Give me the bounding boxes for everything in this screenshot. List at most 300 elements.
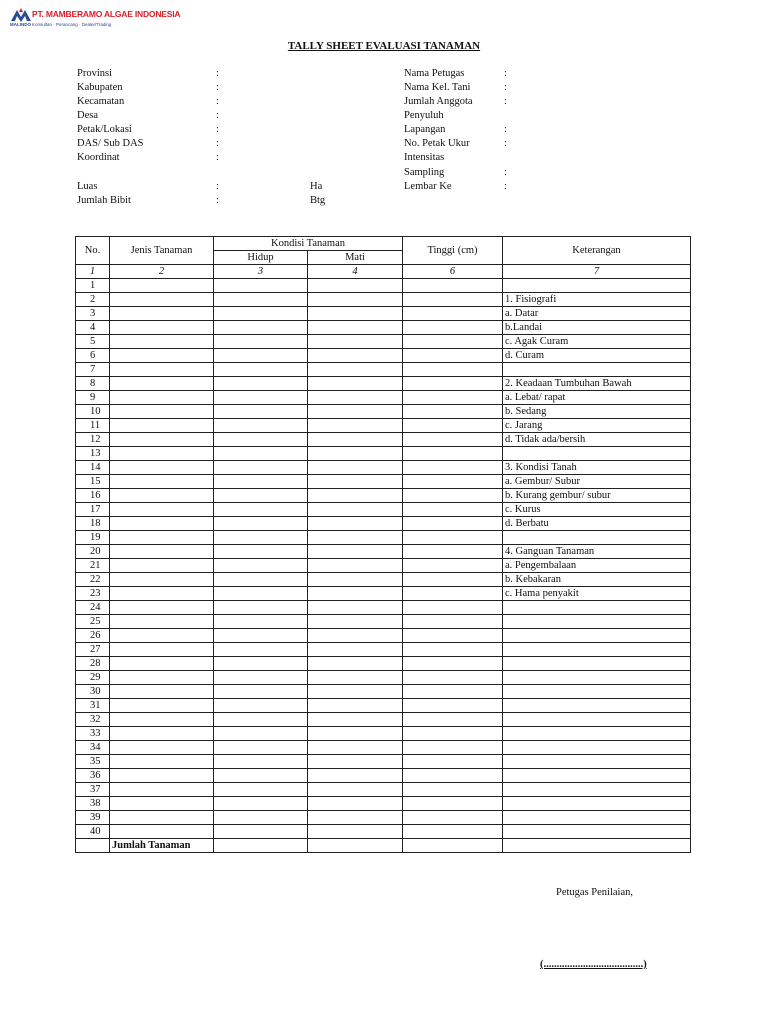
company-logo <box>10 8 181 30</box>
column-number: 1 <box>76 265 110 279</box>
cell-jenis-tanaman[interactable] <box>110 461 214 475</box>
cell-jenis-tanaman[interactable] <box>110 643 214 657</box>
cell-jenis-tanaman[interactable] <box>110 825 214 839</box>
field-label: Kabupaten <box>77 82 123 93</box>
row-number: 32 <box>76 713 110 727</box>
cell-keterangan: 3. Kondisi Tanah <box>503 461 691 475</box>
field-label: Koordinat <box>77 152 120 163</box>
total-cell[interactable] <box>308 839 403 853</box>
cell-hidup[interactable] <box>214 783 308 797</box>
cell-keterangan: a. Gembur/ Subur <box>503 475 691 489</box>
table-row <box>76 741 691 755</box>
field-colon: : <box>216 138 219 149</box>
cell-keterangan: d. Tidak ada/bersih <box>503 433 691 447</box>
cell-hidup[interactable] <box>214 419 308 433</box>
cell-mati[interactable] <box>308 713 403 727</box>
cell-jenis-tanaman[interactable] <box>110 741 214 755</box>
field-label: Nama Petugas <box>404 68 465 79</box>
cell-keterangan: 2. Keadaan Tumbuhan Bawah <box>503 377 691 391</box>
table-row <box>76 699 691 713</box>
cell-mati[interactable] <box>308 447 403 461</box>
cell-hidup[interactable] <box>214 307 308 321</box>
cell-tinggi[interactable] <box>403 797 503 811</box>
table-row <box>76 335 691 349</box>
cell-keterangan <box>503 629 691 643</box>
total-cell[interactable] <box>403 839 503 853</box>
cell-tinggi[interactable] <box>403 517 503 531</box>
cell-hidup[interactable] <box>214 279 308 293</box>
cell-mati[interactable] <box>308 545 403 559</box>
table-row <box>76 713 691 727</box>
cell-keterangan: c. Hama penyakit <box>503 587 691 601</box>
cell-tinggi[interactable] <box>403 741 503 755</box>
cell-jenis-tanaman[interactable] <box>110 447 214 461</box>
cell-tinggi[interactable] <box>403 489 503 503</box>
cell-tinggi[interactable] <box>403 629 503 643</box>
row-number: 22 <box>76 573 110 587</box>
cell-keterangan <box>503 755 691 769</box>
table-row <box>76 307 691 321</box>
column-number: 3 <box>214 265 308 279</box>
cell-tinggi[interactable] <box>403 503 503 517</box>
row-number: 12 <box>76 433 110 447</box>
cell-tinggi[interactable] <box>403 685 503 699</box>
cell-mati[interactable] <box>308 363 403 377</box>
field-colon: : <box>216 68 219 79</box>
tally-table <box>75 236 691 853</box>
table-row <box>76 769 691 783</box>
row-number: 9 <box>76 391 110 405</box>
cell-jenis-tanaman[interactable] <box>110 587 214 601</box>
cell-keterangan <box>503 825 691 839</box>
header-no: No. <box>76 237 110 265</box>
cell-tinggi[interactable] <box>403 811 503 825</box>
field-colon: : <box>216 110 219 121</box>
cell-jenis-tanaman[interactable] <box>110 475 214 489</box>
cell-hidup[interactable] <box>214 601 308 615</box>
cell-hidup[interactable] <box>214 629 308 643</box>
cell-jenis-tanaman[interactable] <box>110 755 214 769</box>
cell-keterangan <box>503 769 691 783</box>
row-number: 28 <box>76 657 110 671</box>
cell-mati[interactable] <box>308 461 403 475</box>
cell-hidup[interactable] <box>214 503 308 517</box>
cell-jenis-tanaman[interactable] <box>110 783 214 797</box>
cell-mati[interactable] <box>308 811 403 825</box>
table-row <box>76 419 691 433</box>
cell-jenis-tanaman[interactable] <box>110 279 214 293</box>
cell-jenis-tanaman[interactable] <box>110 307 214 321</box>
row-number: 8 <box>76 377 110 391</box>
tally-body <box>76 279 691 853</box>
cell-hidup[interactable] <box>214 531 308 545</box>
table-row <box>76 643 691 657</box>
total-cell[interactable] <box>503 839 691 853</box>
cell-mati[interactable] <box>308 503 403 517</box>
cell-tinggi[interactable] <box>403 363 503 377</box>
field-colon: : <box>504 124 507 135</box>
field-label: Nama Kel. Tani <box>404 82 471 93</box>
table-row <box>76 461 691 475</box>
field-label: Jumlah Anggota <box>404 96 473 107</box>
cell-jenis-tanaman[interactable] <box>110 769 214 783</box>
field-label: Provinsi <box>77 68 113 79</box>
cell-tinggi[interactable] <box>403 377 503 391</box>
cell-tinggi[interactable] <box>403 307 503 321</box>
cell-keterangan: c. Kurus <box>503 503 691 517</box>
table-row <box>76 797 691 811</box>
cell-mati[interactable] <box>308 587 403 601</box>
cell-keterangan: b. Sedang <box>503 405 691 419</box>
cell-tinggi[interactable] <box>403 349 503 363</box>
header-keterangan: Keterangan <box>503 237 691 265</box>
row-number: 16 <box>76 489 110 503</box>
cell-jenis-tanaman[interactable] <box>110 517 214 531</box>
company-brand: MALINDO <box>10 22 31 27</box>
cell-mati[interactable] <box>308 517 403 531</box>
cell-mati[interactable] <box>308 391 403 405</box>
cell-tinggi[interactable] <box>403 559 503 573</box>
field-colon: : <box>216 152 219 163</box>
cell-keterangan <box>503 671 691 685</box>
header-tinggi: Tinggi (cm) <box>403 237 503 265</box>
field-label: Penyuluh <box>404 110 444 121</box>
field-label: No. Petak Ukur <box>404 138 470 149</box>
field-colon: : <box>504 82 507 93</box>
table-row <box>76 559 691 573</box>
cell-mati[interactable] <box>308 657 403 671</box>
field-label: Sampling <box>404 167 445 178</box>
cell-hidup[interactable] <box>214 587 308 601</box>
cell-jenis-tanaman[interactable] <box>110 349 214 363</box>
table-row <box>76 391 691 405</box>
table-row <box>76 629 691 643</box>
cell-jenis-tanaman[interactable] <box>110 433 214 447</box>
row-number: 2 <box>76 293 110 307</box>
cell-keterangan <box>503 797 691 811</box>
cell-jenis-tanaman[interactable] <box>110 503 214 517</box>
field-colon: : <box>504 181 507 192</box>
cell-jenis-tanaman[interactable] <box>110 797 214 811</box>
table-row <box>76 363 691 377</box>
cell-hidup[interactable] <box>214 489 308 503</box>
cell-keterangan <box>503 447 691 461</box>
cell-jenis-tanaman[interactable] <box>110 293 214 307</box>
cell-jenis-tanaman[interactable] <box>110 727 214 741</box>
cell-tinggi[interactable] <box>403 335 503 349</box>
table-row <box>76 783 691 797</box>
table-row <box>76 377 691 391</box>
cell-hidup[interactable] <box>214 517 308 531</box>
cell-tinggi[interactable] <box>403 447 503 461</box>
cell-keterangan: b. Kurang gembur/ subur <box>503 489 691 503</box>
cell-hidup[interactable] <box>214 615 308 629</box>
table-row <box>76 475 691 489</box>
cell-jenis-tanaman[interactable] <box>110 615 214 629</box>
cell-jenis-tanaman[interactable] <box>110 671 214 685</box>
cell-hidup[interactable] <box>214 293 308 307</box>
cell-jenis-tanaman[interactable] <box>110 363 214 377</box>
cell-keterangan <box>503 531 691 545</box>
field-label: Jumlah Bibit <box>77 195 131 206</box>
cell-jenis-tanaman[interactable] <box>110 321 214 335</box>
company-tagline: Konsultan · Perancang · Dealer/Trading <box>32 22 112 27</box>
row-number: 33 <box>76 727 110 741</box>
table-row <box>76 825 691 839</box>
table-row <box>76 293 691 307</box>
column-number: 2 <box>110 265 214 279</box>
cell-hidup[interactable] <box>214 657 308 671</box>
cell-mati[interactable] <box>308 643 403 657</box>
cell-mati[interactable] <box>308 769 403 783</box>
cell-keterangan <box>503 279 691 293</box>
cell-tinggi[interactable] <box>403 573 503 587</box>
column-number-row <box>76 265 691 279</box>
row-number: 5 <box>76 335 110 349</box>
row-number: 40 <box>76 825 110 839</box>
table-row <box>76 685 691 699</box>
cell-keterangan: a. Lebat/ rapat <box>503 391 691 405</box>
field-unit: Btg <box>310 195 326 206</box>
cell-jenis-tanaman[interactable] <box>110 419 214 433</box>
row-number: 30 <box>76 685 110 699</box>
cell-jenis-tanaman[interactable] <box>110 629 214 643</box>
cell-mati[interactable] <box>308 433 403 447</box>
row-number: 31 <box>76 699 110 713</box>
total-label: Jumlah Tanaman <box>110 839 214 853</box>
row-number: 1 <box>76 279 110 293</box>
cell-tinggi[interactable] <box>403 657 503 671</box>
cell-hidup[interactable] <box>214 797 308 811</box>
cell-tinggi[interactable] <box>403 601 503 615</box>
cell-keterangan <box>503 643 691 657</box>
cell-keterangan <box>503 363 691 377</box>
cell-jenis-tanaman[interactable] <box>110 601 214 615</box>
cell-mati[interactable] <box>308 475 403 489</box>
cell-tinggi[interactable] <box>403 405 503 419</box>
signature-title: Petugas Penilaian, <box>556 887 633 898</box>
cell-hidup[interactable] <box>214 573 308 587</box>
cell-keterangan: d. Berbatu <box>503 517 691 531</box>
cell-jenis-tanaman[interactable] <box>110 657 214 671</box>
cell-mati[interactable] <box>308 335 403 349</box>
cell-tinggi[interactable] <box>403 727 503 741</box>
cell-mati[interactable] <box>308 699 403 713</box>
cell-mati[interactable] <box>308 377 403 391</box>
cell-tinggi[interactable] <box>403 475 503 489</box>
cell-tinggi[interactable] <box>403 293 503 307</box>
cell-hidup[interactable] <box>214 475 308 489</box>
header-mati: Mati <box>308 251 403 265</box>
row-number: 29 <box>76 671 110 685</box>
field-colon: : <box>504 68 507 79</box>
cell-mati[interactable] <box>308 797 403 811</box>
cell-tinggi[interactable] <box>403 699 503 713</box>
cell-mati[interactable] <box>308 755 403 769</box>
cell-hidup[interactable] <box>214 363 308 377</box>
cell-mati[interactable] <box>308 419 403 433</box>
table-row <box>76 349 691 363</box>
cell-tinggi[interactable] <box>403 279 503 293</box>
cell-mati[interactable] <box>308 321 403 335</box>
cell-hidup[interactable] <box>214 377 308 391</box>
cell-hidup[interactable] <box>214 447 308 461</box>
field-label: Lembar Ke <box>404 181 452 192</box>
cell-keterangan <box>503 615 691 629</box>
row-number: 19 <box>76 531 110 545</box>
logo-mark-icon <box>10 8 32 22</box>
cell-mati[interactable] <box>308 629 403 643</box>
row-number: 35 <box>76 755 110 769</box>
cell-mati[interactable] <box>308 531 403 545</box>
row-number: 36 <box>76 769 110 783</box>
cell-hidup[interactable] <box>214 727 308 741</box>
cell-mati[interactable] <box>308 489 403 503</box>
cell-keterangan: 1. Fisiografi <box>503 293 691 307</box>
table-row <box>76 657 691 671</box>
cell-mati[interactable] <box>308 279 403 293</box>
cell-jenis-tanaman[interactable] <box>110 685 214 699</box>
cell-mati[interactable] <box>308 405 403 419</box>
row-number: 21 <box>76 559 110 573</box>
cell-keterangan <box>503 783 691 797</box>
cell-tinggi[interactable] <box>403 671 503 685</box>
cell-hidup[interactable] <box>214 335 308 349</box>
cell-tinggi[interactable] <box>403 545 503 559</box>
cell-hidup[interactable] <box>214 405 308 419</box>
cell-keterangan <box>503 699 691 713</box>
row-number: 23 <box>76 587 110 601</box>
cell-keterangan: b. Kebakaran <box>503 573 691 587</box>
cell-mati[interactable] <box>308 601 403 615</box>
cell-mati[interactable] <box>308 307 403 321</box>
cell-tinggi[interactable] <box>403 461 503 475</box>
cell-mati[interactable] <box>308 825 403 839</box>
row-number: 4 <box>76 321 110 335</box>
signature-line: (......................................) <box>540 959 647 970</box>
cell-tinggi[interactable] <box>403 391 503 405</box>
cell-mati[interactable] <box>308 349 403 363</box>
row-number: 38 <box>76 797 110 811</box>
document-title: TALLY SHEET EVALUASI TANAMAN <box>287 40 481 52</box>
cell-tinggi[interactable] <box>403 783 503 797</box>
cell-jenis-tanaman[interactable] <box>110 811 214 825</box>
cell-jenis-tanaman[interactable] <box>110 335 214 349</box>
cell-hidup[interactable] <box>214 769 308 783</box>
cell-jenis-tanaman[interactable] <box>110 405 214 419</box>
cell-hidup[interactable] <box>214 825 308 839</box>
cell-tinggi[interactable] <box>403 531 503 545</box>
cell-tinggi[interactable] <box>403 587 503 601</box>
cell-keterangan <box>503 601 691 615</box>
cell-tinggi[interactable] <box>403 433 503 447</box>
cell-keterangan: c. Jarang <box>503 419 691 433</box>
cell-tinggi[interactable] <box>403 321 503 335</box>
cell-hidup[interactable] <box>214 811 308 825</box>
cell-hidup[interactable] <box>214 321 308 335</box>
row-number: 3 <box>76 307 110 321</box>
cell-mati[interactable] <box>308 615 403 629</box>
cell-tinggi[interactable] <box>403 755 503 769</box>
table-row <box>76 433 691 447</box>
cell-mati[interactable] <box>308 573 403 587</box>
row-number: 14 <box>76 461 110 475</box>
cell-hidup[interactable] <box>214 713 308 727</box>
cell-tinggi[interactable] <box>403 615 503 629</box>
cell-jenis-tanaman[interactable] <box>110 573 214 587</box>
row-number: 27 <box>76 643 110 657</box>
table-row <box>76 727 691 741</box>
header-hidup: Hidup <box>214 251 308 265</box>
cell-hidup[interactable] <box>214 349 308 363</box>
field-colon: : <box>216 96 219 107</box>
cell-mati[interactable] <box>308 559 403 573</box>
cell-tinggi[interactable] <box>403 825 503 839</box>
cell-jenis-tanaman[interactable] <box>110 391 214 405</box>
cell-hidup[interactable] <box>214 643 308 657</box>
row-number: 10 <box>76 405 110 419</box>
cell-keterangan: 4. Ganguan Tanaman <box>503 545 691 559</box>
total-row <box>76 839 691 853</box>
cell-hidup[interactable] <box>214 699 308 713</box>
column-number: 6 <box>403 265 503 279</box>
cell-keterangan <box>503 713 691 727</box>
cell-jenis-tanaman[interactable] <box>110 545 214 559</box>
cell-mati[interactable] <box>308 671 403 685</box>
cell-mati[interactable] <box>308 741 403 755</box>
row-number: 17 <box>76 503 110 517</box>
table-row <box>76 671 691 685</box>
row-number: 25 <box>76 615 110 629</box>
cell-hidup[interactable] <box>214 685 308 699</box>
cell-jenis-tanaman[interactable] <box>110 699 214 713</box>
cell-mati[interactable] <box>308 685 403 699</box>
cell-hidup[interactable] <box>214 741 308 755</box>
cell-jenis-tanaman[interactable] <box>110 713 214 727</box>
cell-mati[interactable] <box>308 727 403 741</box>
cell-tinggi[interactable] <box>403 419 503 433</box>
cell-hidup[interactable] <box>214 755 308 769</box>
company-name: PT. MAMBERAMO ALGAE INDONESIA <box>32 9 181 19</box>
cell-keterangan: c. Agak Curam <box>503 335 691 349</box>
field-label: DAS/ Sub DAS <box>77 138 144 149</box>
field-colon: : <box>504 96 507 107</box>
cell-mati[interactable] <box>308 783 403 797</box>
field-colon: : <box>216 195 219 206</box>
cell-mati[interactable] <box>308 293 403 307</box>
cell-hidup[interactable] <box>214 461 308 475</box>
cell-keterangan <box>503 727 691 741</box>
cell-jenis-tanaman[interactable] <box>110 377 214 391</box>
table-row <box>76 587 691 601</box>
cell-jenis-tanaman[interactable] <box>110 489 214 503</box>
cell-tinggi[interactable] <box>403 713 503 727</box>
cell-jenis-tanaman[interactable] <box>110 531 214 545</box>
cell-hidup[interactable] <box>214 559 308 573</box>
table-row <box>76 811 691 825</box>
cell-keterangan <box>503 685 691 699</box>
cell-hidup[interactable] <box>214 433 308 447</box>
cell-tinggi[interactable] <box>403 769 503 783</box>
cell-hidup[interactable] <box>214 545 308 559</box>
cell-jenis-tanaman[interactable] <box>110 559 214 573</box>
row-number: 11 <box>76 419 110 433</box>
cell-tinggi[interactable] <box>403 643 503 657</box>
cell-hidup[interactable] <box>214 671 308 685</box>
total-cell[interactable] <box>214 839 308 853</box>
cell-hidup[interactable] <box>214 391 308 405</box>
cell-keterangan: a. Datar <box>503 307 691 321</box>
